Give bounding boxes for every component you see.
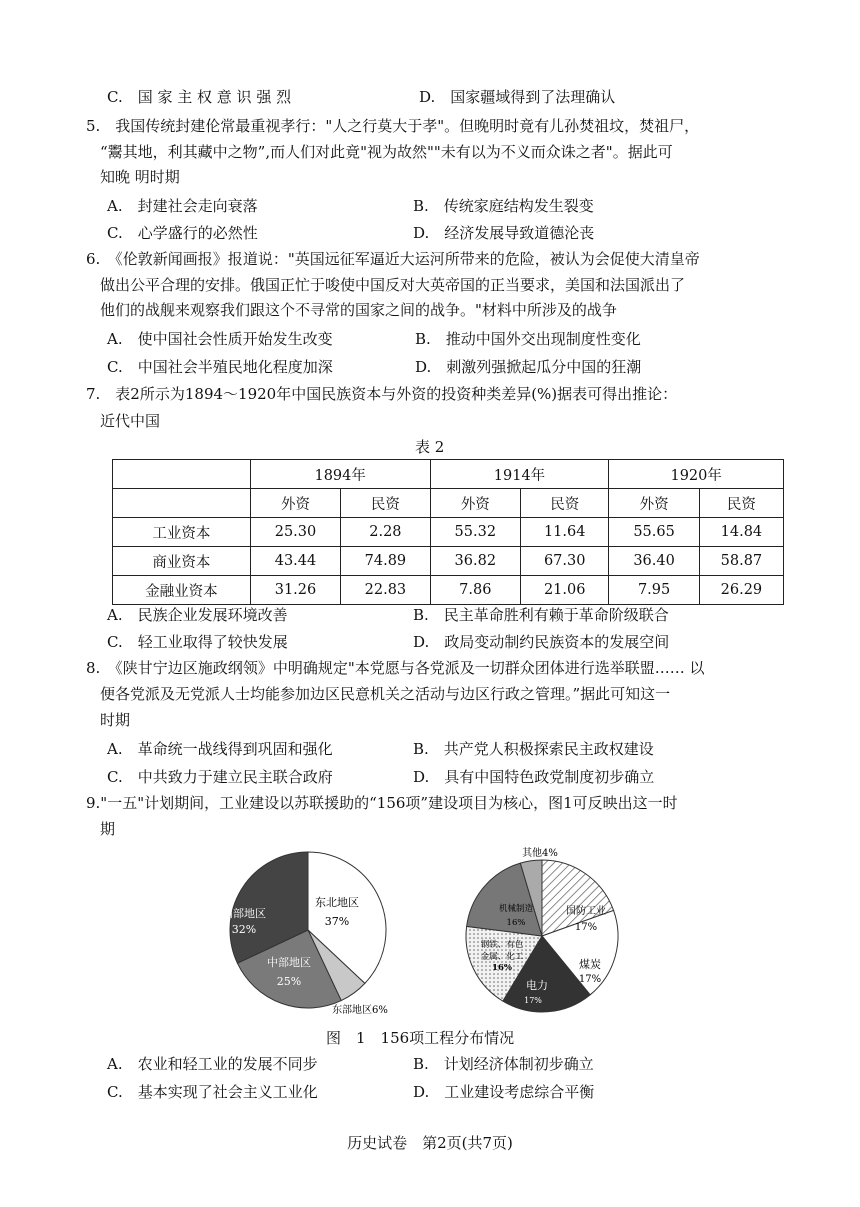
table-cell: 55.32 [430, 518, 520, 547]
q5-option-c: C. 心学盛行的必然性 [107, 224, 258, 242]
pie-label: 16% [506, 918, 526, 928]
pie-label: 37% [324, 915, 350, 928]
table-cell: 58.87 [699, 547, 783, 576]
pie-label: 东北地区 [315, 896, 359, 909]
q6-option-b: B. 推动中国外交出现制度性变化 [415, 330, 641, 348]
q9-option-d: D. 工业建设考虑综合平衡 [413, 1083, 595, 1101]
q5-stem-line3: 知晚 明时期 [100, 168, 180, 186]
table-cell: 11.64 [521, 518, 609, 547]
q8-option-b: B. 共产党人积极探索民主政权建设 [413, 740, 654, 758]
q7-stem-line1: 7. 表2所示为1894～1920年中国民族资本与外资的投资种类差异(%)据表可得出推论： [86, 385, 678, 403]
q8-option-d: D. 具有中国特色政党制度初步确立 [413, 768, 655, 786]
q8-stem-line1: 8. 《陕甘宁边区施政纲领》中明确规定"本党愿与各党派及一切群众团体进行选举联盟…… 以 [86, 659, 705, 677]
q5-option-a: A. 封建社会走向衰落 [107, 197, 258, 215]
q5-stem-line2: “鬻其地，利其藏中之物”,而人们对此竟"视为故然""未有以为不义而众诛之者"。据此可 [100, 143, 673, 161]
q9-option-c: C. 基本实现了社会主义工业化 [107, 1083, 318, 1101]
table-title: 表 2 [415, 438, 445, 456]
year-header: 1920年 [609, 460, 784, 489]
row-label: 商业资本 [113, 547, 251, 576]
pie-label: 金属、化工 [480, 952, 524, 962]
q9-stem-line1: 9."一五"计划期间，工业建设以苏联援助的“156项”建设项目为核心，图1可反映出这一时 [86, 794, 678, 812]
q4-option-c: C. 国 家 主 权 意 识 强 烈 [107, 88, 292, 106]
pie-label: 其他4% [522, 848, 558, 859]
pie-label: 中部地区 [267, 956, 311, 969]
table-cell: 14.84 [699, 518, 783, 547]
sub-header: 外资 [609, 489, 699, 518]
table-cell: 36.82 [430, 547, 520, 576]
pie-label: 16% [492, 963, 512, 973]
q6-stem-line1: 6. 《伦敦新闻画报》报道说："英国远征军逼近大运河所带来的危险，被认为会促使大清皇帝 [86, 250, 700, 268]
table-cell: 31.26 [250, 576, 340, 605]
pie-label: 17% [574, 922, 598, 933]
year-header: 1914年 [430, 460, 609, 489]
q7-option-a: A. 民族企业发展环境改善 [107, 606, 288, 624]
sub-header: 外资 [250, 489, 340, 518]
year-header: 1894年 [250, 460, 430, 489]
pie-label: 国防工业 [566, 906, 606, 917]
investment-table [112, 459, 784, 605]
figure-caption: 图 1 156项工程分布情况 [326, 1029, 515, 1047]
q4-option-d: D. 国家疆域得到了法理确认 [419, 88, 616, 106]
pie-label: 煤炭 [579, 958, 601, 971]
sub-header: 民资 [341, 489, 430, 518]
sub-header: 外资 [430, 489, 520, 518]
sub-header: 民资 [521, 489, 609, 518]
table-cell: 22.83 [341, 576, 430, 605]
table-row [113, 576, 784, 605]
q6-stem-line2: 做出公平合理的安排。俄国正忙于唆使中国反对大英帝国的正当要求，美国和法国派出了 [100, 276, 686, 294]
table-cell: 43.44 [250, 547, 340, 576]
table-cell: 25.30 [250, 518, 340, 547]
q6-option-d: D. 刺激列强掀起瓜分中国的狂潮 [415, 358, 642, 376]
table-cell: 55.65 [609, 518, 699, 547]
figure-1-pie-charts [220, 840, 640, 1020]
q7-option-c: C. 轻工业取得了较快发展 [107, 633, 288, 651]
table-cell: 21.06 [521, 576, 609, 605]
table-corner-cell [113, 460, 251, 489]
pie-label: 机械制造 [498, 904, 534, 914]
q8-stem-line3: 时期 [100, 711, 131, 729]
q6-stem-line3: 他们的战舰来观察我们跟这个不寻常的国家之间的战争。"材料中所涉及的战争 [100, 301, 617, 319]
q5-option-b: B. 传统家庭结构发生裂变 [413, 197, 594, 215]
sub-header: 民资 [699, 489, 783, 518]
pie-label: 东部地区6% [332, 1005, 388, 1016]
pie-label: 西部地区 [222, 907, 266, 920]
row-label: 工业资本 [113, 518, 251, 547]
pie-label: 32% [231, 923, 257, 936]
q9-option-a: A. 农业和轻工业的发展不同步 [107, 1055, 318, 1073]
table-cell: 7.86 [430, 576, 520, 605]
pie-label: 电力 [526, 979, 548, 992]
table-cell: 26.29 [699, 576, 783, 605]
pie-label: 25% [276, 975, 302, 988]
table-header-sub [113, 489, 784, 518]
table-header-years [113, 460, 784, 489]
pie-label: 17% [524, 996, 542, 1005]
table-cell: 74.89 [341, 547, 430, 576]
q8-option-a: A. 革命统一战线得到巩固和强化 [107, 740, 333, 758]
table-row [113, 518, 784, 547]
q5-stem-line1: 5. 我国传统封建伦常最重视孝行："人之行莫大于孝"。但晚明时竟有儿孙焚祖坟，焚祖尸， [86, 117, 700, 135]
q7-stem-line2: 近代中国 [100, 412, 161, 430]
q9-stem-line2: 期 [100, 820, 116, 838]
table-cell: 2.28 [341, 518, 430, 547]
table-cell: 36.40 [609, 547, 699, 576]
table-cell: 7.95 [609, 576, 699, 605]
row-label: 金融业资本 [113, 576, 251, 605]
q7-option-b: B. 民主革命胜利有赖于革命阶级联合 [413, 606, 669, 624]
q9-option-b: B. 计划经济体制初步确立 [413, 1055, 594, 1073]
pie-label: 17% [578, 974, 602, 985]
table-cell: 67.30 [521, 547, 609, 576]
q6-option-c: C. 中国社会半殖民地化程度加深 [107, 358, 333, 376]
table-corner-cell [113, 489, 251, 518]
q8-option-c: C. 中共致力于建立民主联合政府 [107, 768, 333, 786]
q5-option-d: D. 经济发展导致道德沦丧 [413, 224, 595, 242]
q8-stem-line2: 便各党派及无党派人士均能参加边区民意机关之活动与边区行政之管理。”据此可知这一 [100, 685, 671, 703]
pie-label: 钢铁、有色 [480, 940, 524, 950]
q6-option-a: A. 使中国社会性质开始发生改变 [107, 330, 333, 348]
table-row [113, 547, 784, 576]
page-footer: 历史试卷 第2页(共7页) [347, 1134, 513, 1152]
q7-option-d: D. 政局变动制约民族资本的发展空间 [413, 633, 670, 651]
